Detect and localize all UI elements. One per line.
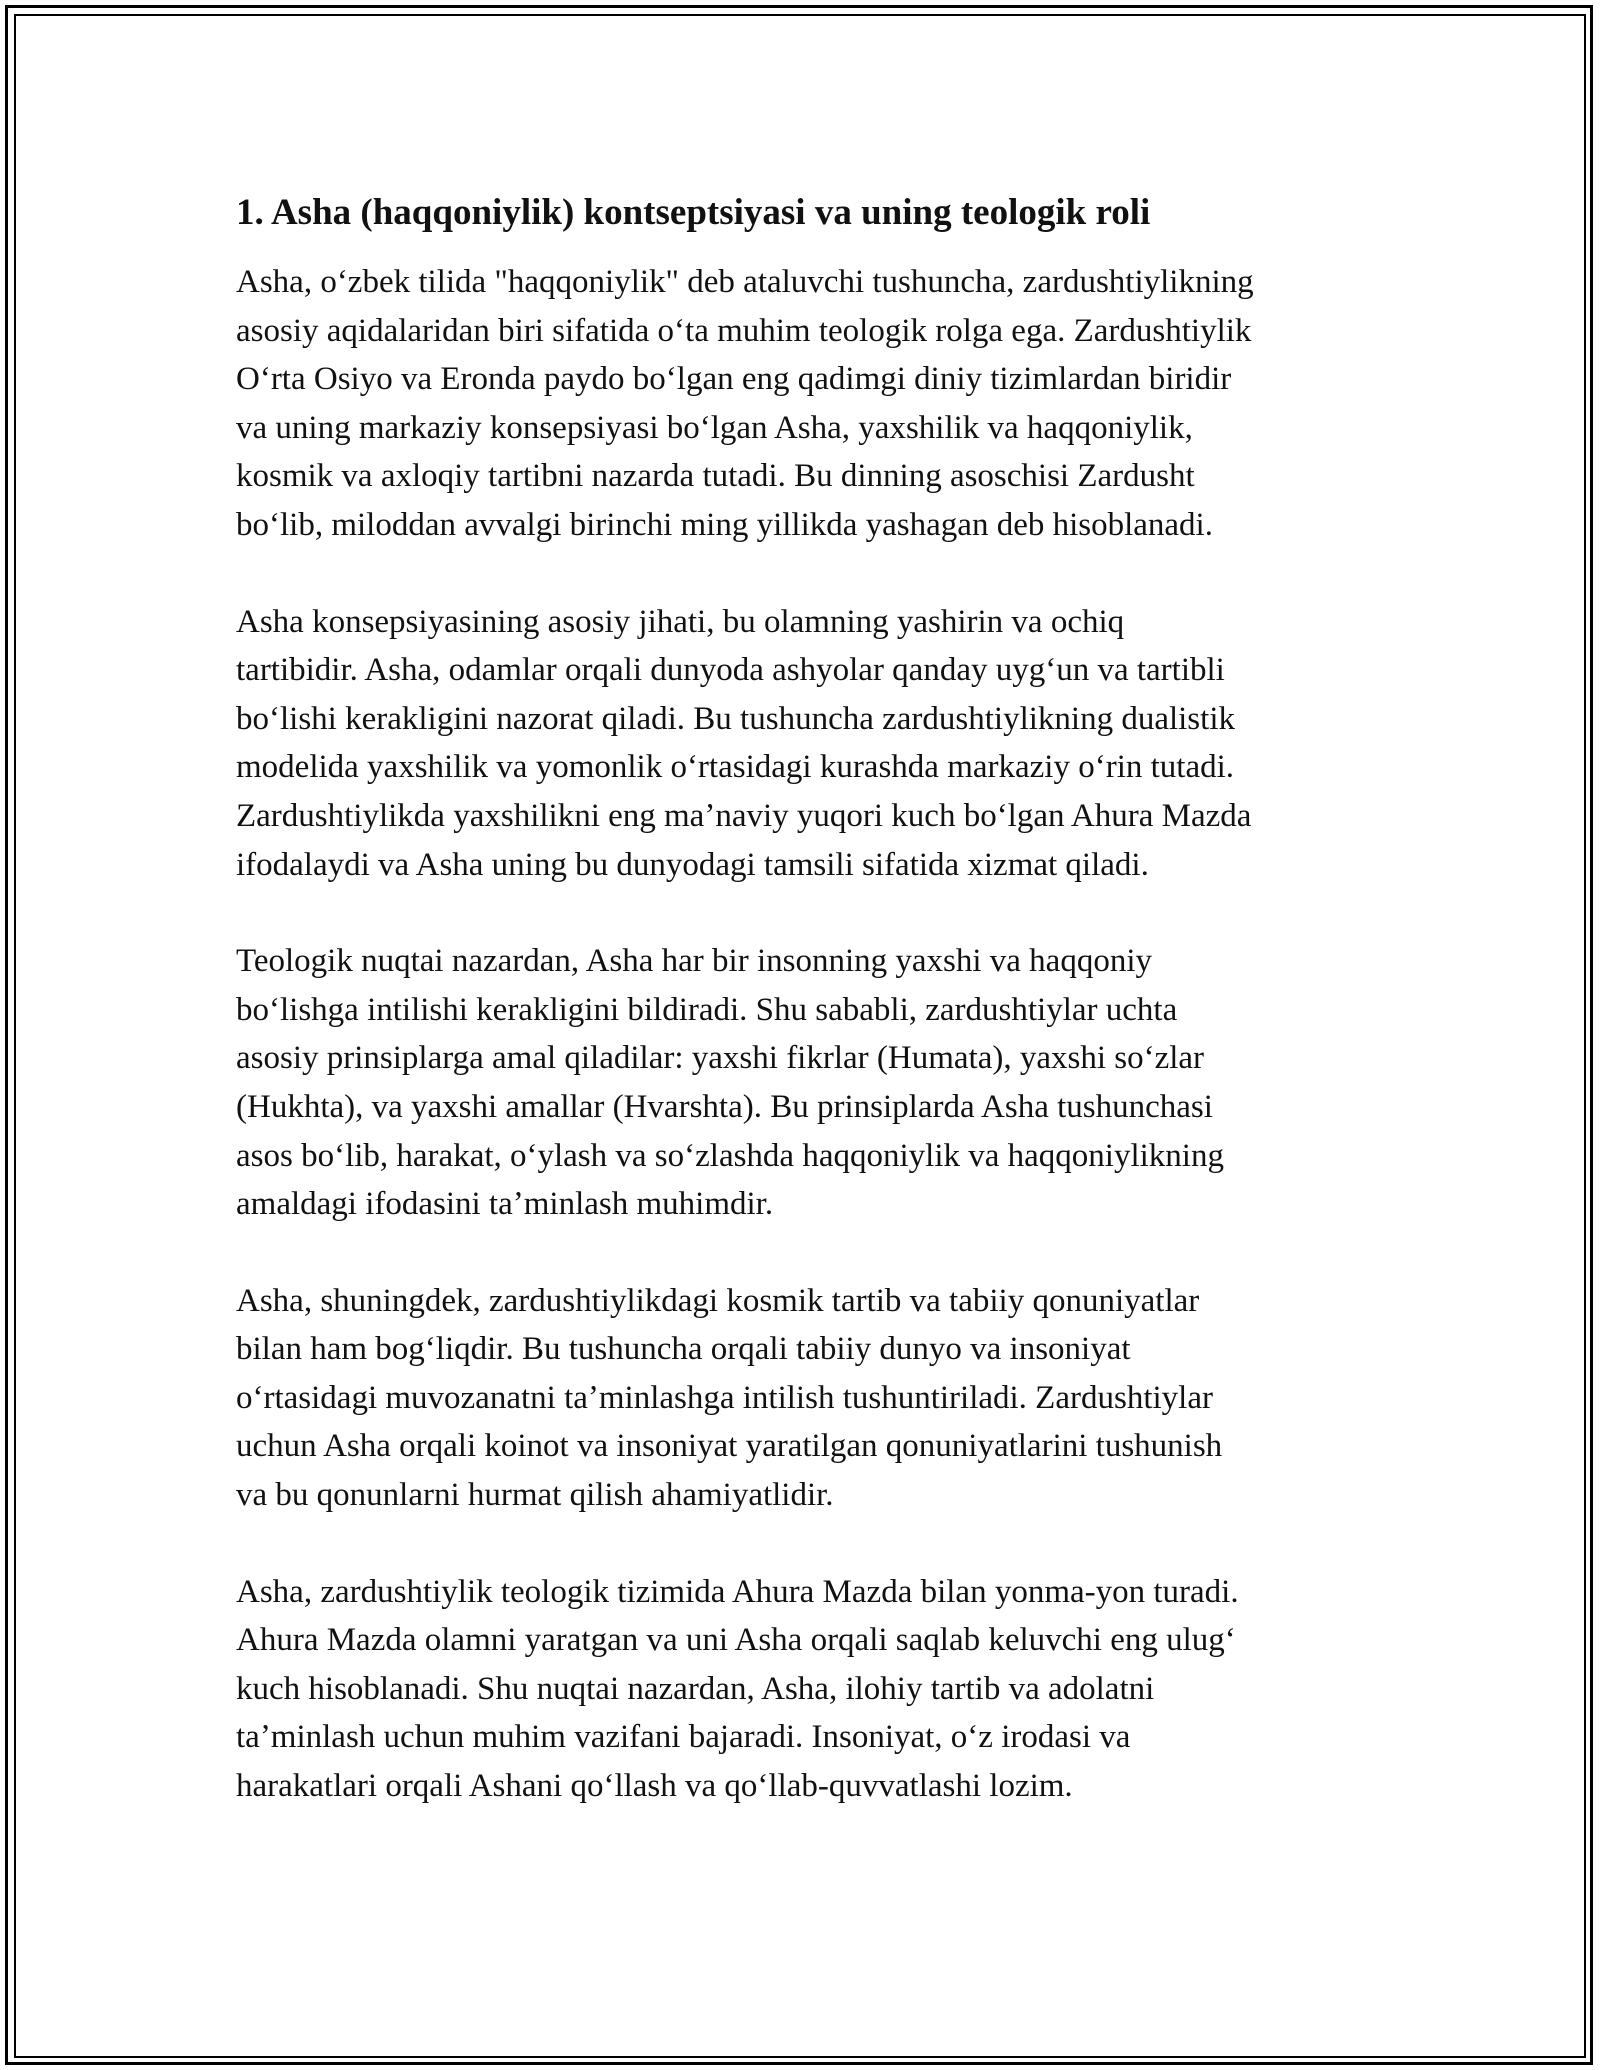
text-line: ifodalaydi va Asha uning bu dunyodagi tamsili sifatida xizmat qiladi. — [236, 846, 1149, 883]
text-line: boʻlishga intilishi kerakligini bildiradi. Shu sababli, zardushtiylar uchta — [236, 991, 1178, 1028]
text-line: asosiy prinsiplarga amal qiladilar: yaxshi fikrlar (Humata), yaxshi soʻzlar — [236, 1040, 1205, 1077]
paragraph-4 — [236, 1277, 1386, 1520]
text-line: kuch hisoblanadi. Shu nuqtai nazardan, Asha, ilohiy tartib va adolatni — [236, 1670, 1155, 1707]
text-line: uchun Asha orqali koinot va insoniyat yaratilgan qonuniyatlarini tushunish — [236, 1428, 1223, 1465]
text-line: va bu qonunlarni hurmat qilish ahamiyatlidir. — [236, 1477, 834, 1514]
section-heading: 1. Asha (haqqoniylik) kontseptsiyasi va uning teologik roli — [236, 192, 1151, 233]
text-line: oʻrtasidagi muvozanatni taʼminlashga intilish tushuntiriladi. Zardushtiylar — [236, 1379, 1213, 1416]
text-line: kosmik va axloqiy tartibni nazarda tutadi. Bu dinning asoschisi Zardusht — [236, 458, 1195, 495]
paragraph-2 — [236, 598, 1386, 890]
text-line: asosiy aqidalaridan biri sifatida oʻta muhim teologik rolga ega. Zardushtiylik — [236, 312, 1252, 349]
paragraph-3 — [236, 937, 1386, 1229]
text-line: Oʻrta Osiyo va Eronda paydo boʻlgan eng qadimgi diniy tizimlardan biridir — [236, 361, 1232, 398]
text-line: Asha konsepsiyasining asosiy jihati, bu olamning yashirin va ochiq — [236, 603, 1125, 640]
text-line: Asha, oʻzbek tilida "haqqoniylik" deb ataluvchi tushuncha, zardushtiylikning — [236, 264, 1254, 300]
text-line: harakatlari orqali Ashani qoʻllash va qoʻllab-quvvatlashi lozim. — [236, 1768, 1073, 1805]
text-line: taʼminlash uchun muhim vazifani bajaradi. Insoniyat, oʻz irodasi va — [236, 1719, 1131, 1756]
text-line: boʻlishi kerakligini nazorat qiladi. Bu tushuncha zardushtiylikning dualistik — [236, 700, 1235, 737]
document-body — [236, 258, 1386, 1811]
text-line: tartibidir. Asha, odamlar orqali dunyoda ashyolar qanday uygʻun va tartibli — [236, 652, 1225, 689]
text-line: Asha, zardushtiylik teologik tizimida Ahura Mazda bilan yonma-yon turadi. — [236, 1573, 1239, 1610]
text-line: va uning markaziy konsepsiyasi boʻlgan Asha, yaxshilik va haqqoniylik, — [236, 409, 1193, 446]
text-line: Teologik nuqtai nazardan, Asha har bir insonning yaxshi va haqqoniy — [236, 943, 1152, 980]
text-line: (Hukhta), va yaxshi amallar (Hvarshta). Bu prinsiplarda Asha tushunchasi — [236, 1088, 1213, 1125]
text-line: amaldagi ifodasini taʼminlash muhimdir. — [236, 1186, 774, 1223]
paragraph-5 — [236, 1568, 1386, 1811]
text-line: bilan ham bogʻliqdir. Bu tushuncha orqali tabiiy dunyo va insoniyat — [236, 1331, 1131, 1368]
paragraph-1 — [236, 258, 1386, 550]
text-line: asos boʻlib, harakat, oʻylash va soʻzlashda haqqoniylik va haqqoniylikning — [236, 1137, 1224, 1174]
document-content — [236, 188, 1386, 1859]
text-line: boʻlib, miloddan avvalgi birinchi ming yillikda yashagan deb hisoblanadi. — [236, 506, 1213, 543]
text-line: Zardushtiylikda yaxshilikni eng maʼnaviy yuqori kuch boʻlgan Ahura Mazda — [236, 797, 1252, 834]
text-line: modelida yaxshilik va yomonlik oʻrtasidagi kurashda markaziy oʻrin tutadi. — [236, 749, 1235, 786]
text-line: Asha, shuningdek, zardushtiylikdagi kosmik tartib va tabiiy qonuniyatlar — [236, 1282, 1200, 1319]
text-line: Ahura Mazda olamni yaratgan va uni Asha orqali saqlab keluvchi eng ulugʻ — [236, 1622, 1236, 1659]
